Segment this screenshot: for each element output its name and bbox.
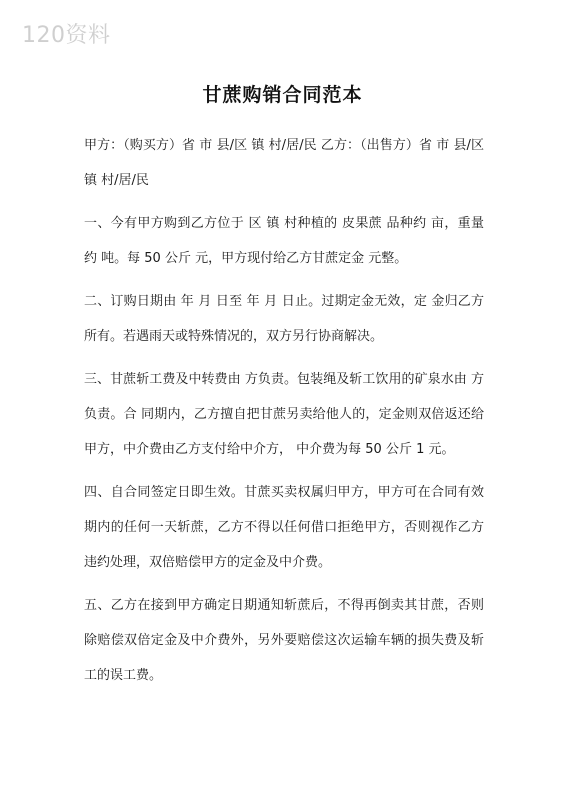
party-info-paragraph: 甲方：（购买方）省 市 县/区 镇 村/居/民 乙方：（出售方）省 市 县/区 镇 村/居/民 [84,138,484,188]
clause-4-paragraph: 四、自合同签定日即生效。甘蔗买卖权属归甲方，甲方可在合同有效期内的任何一天斩蔗，乙方不得以任何借口拒绝甲方，否则视作乙方违约处理，双倍赔偿甲方的定金及中介费。 [84,485,484,570]
document-title: 甘蔗购销合同范本 [202,84,363,106]
clause-2-paragraph: 二、订购日期由 年 月 日至 年 月 日止。过期定金无效，定 金归乙方所有。若遇雨天或特殊情况的，双方另行协商解决。 [84,294,484,344]
clause-1-paragraph: 一、今有甲方购到乙方位于 区 镇 村种植的 皮果蔗 品种约 亩，重量约 吨。每 50 公斤 元，甲方现付给乙方甘蔗定金 元整。 [84,216,484,266]
clause-3-paragraph: 三、甘蔗斩工费及中转费由 方负责。包装绳及斩工饮用的矿泉水由 方负责。合 同期内，乙方擅自把甘蔗另卖给他人的，定金则双倍返还给甲方，中介费由乙方支付给中介方， 中介费为每 50 公斤 1 元。 [84,372,484,457]
document-body [84,128,484,701]
watermark: 120资料 [22,23,111,48]
clause-5-paragraph: 五、乙方在接到甲方确定日期通知斩蔗后，不得再倒卖其甘蔗，否则除赔偿双倍定金及中介费外，另外要赔偿这次运输车辆的损失费及斩工的误工费。 [84,598,484,683]
